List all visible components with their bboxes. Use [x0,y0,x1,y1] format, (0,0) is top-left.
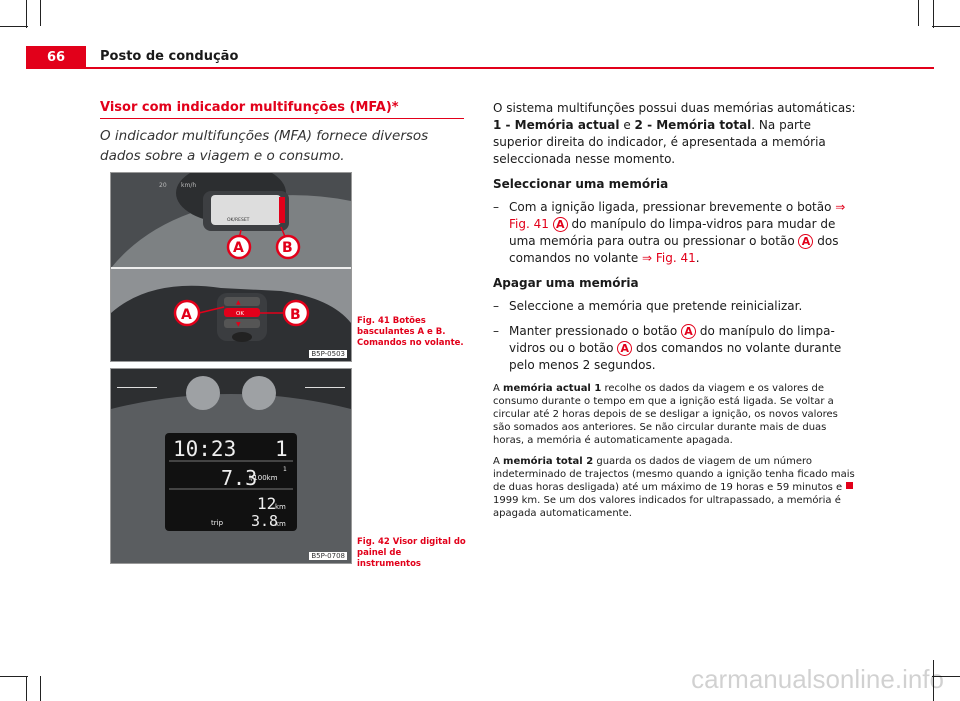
callout-a2-letter: A [181,307,192,323]
trip-value: 3.8 [251,512,279,530]
total-memory-term: memória total 2 [503,456,594,467]
crop-mark [40,676,41,701]
trip-unit: km [275,520,286,528]
header-rule [26,67,934,69]
crop-mark [0,26,28,27]
steering-controls-illustration [111,173,351,361]
ok-reset-label: OK/RESET [227,218,250,223]
dash-bullet: – [493,200,499,214]
svg-text:km/h: km/h [181,182,197,189]
consumption-marker: 1 [283,466,287,473]
crop-mark [40,0,41,26]
memory-2-term: 2 - Memória total [634,118,752,132]
dash-bullet: – [493,324,499,338]
callout-b2-letter: B [290,307,301,323]
consumption-unit: l/100km [249,474,278,482]
section-rule [100,118,464,119]
crop-mark [933,0,934,28]
step-choose-memory [493,298,858,315]
distance-unit: km [275,503,286,511]
text-run: . [695,251,700,265]
figure-42-caption: Fig. 42 Visor digital do painel de instrumentos [357,537,466,569]
dash-bullet: – [493,299,499,313]
page-number: 66 [26,46,86,68]
crop-mark [26,0,27,28]
figure-reference: B5P-0708 [311,552,345,560]
consumption-value: 7.3 [221,466,258,490]
memory-1-term: 1 - Memória actual [493,118,620,132]
step-text: Seleccione a memória que pretende reinicializar. [509,299,803,313]
text-run: e [619,118,635,132]
step-text [509,199,858,267]
instrument-display-illustration [111,369,351,563]
step-select-memory [493,199,858,267]
figure-41 [110,172,352,362]
distance-value: 12 [257,494,277,513]
paragraph-memories [493,100,858,168]
svg-text:20: 20 [159,182,167,189]
crop-mark [26,676,27,701]
chapter-title: Posto de condução [100,49,239,64]
button-a-symbol: A [553,217,568,232]
text-run: do manípulo do limpa-vidros ou o botão [509,324,835,355]
note-total-memory [493,455,858,520]
text-run: guarda os dados de viagem de um número indeterminado de trajectos (mesmo quando a ignição tenha ficado mais de duas horas desligada) até um máximo de 19 horas e 59 minutos e 1999 km. Se um dos valores indicados for ultrapassado, a memória é apagada automaticamente. [493,456,855,519]
ok-button-label: OK [236,311,244,317]
figure-42 [110,368,352,564]
button-a-symbol: A [798,234,813,249]
trip-label: trip [211,519,224,527]
note-current-memory [493,382,858,447]
text-run: dos comandos no volante [509,234,839,265]
callout-a-letter: A [233,240,244,256]
fig-41-link[interactable]: ⇒ Fig. 41 [642,251,696,265]
svg-text:▲: ▲ [236,299,241,306]
figure-41-caption: Fig. 41 Botões basculantes A e B. Comandos no volante. [357,316,464,348]
section-intro: O indicador multifunções (MFA) fornece diversos dados sobre a viagem e o consumo. [100,128,429,164]
clock-readout: 10:23 [173,437,237,461]
text-run: recolhe os dados da viagem e os valores de consumo durante o tempo em que a ignição está ligada. Se voltar a circular até 2 horas depois de se desligar a ignição, os novos valores são somados aos anteriores. Se não circular durante mais de duas horas, a memória é automaticamente apagada. [493,383,838,446]
text-run: O sistema multifunções possui duas memórias automáticas: [493,101,856,115]
text-run: dos comandos no volante durante pelo menos 2 segundos. [509,341,842,372]
text-run: A [493,383,504,394]
crop-mark [918,0,919,26]
crop-mark [0,676,28,677]
end-of-section-marker [846,482,853,489]
subheading-clear-memory: Apagar uma memória [493,276,639,290]
callout-b-letter: B [282,240,293,256]
step-text [509,323,858,374]
figure-reference: B5P-0503 [311,350,345,358]
memory-indicator: 1 [275,437,288,461]
button-a-symbol: A [617,341,632,356]
step-hold-button [493,323,858,374]
text-run: . Na parte superior direita do indicador, é apresentada a memória seleccionada nesse momento. [493,118,826,166]
button-a-symbol: A [681,324,696,339]
watermark: carmanualsonline.info [691,664,944,694]
section-title: Visor com indicador multifunções (MFA)* [100,100,399,115]
text-run: Manter pressionado o botão [509,324,682,338]
current-memory-term: memória actual 1 [503,383,602,394]
text-run: A [493,456,504,467]
text-run: do manípulo do limpa-vidros para mudar de uma memória para outra ou pressionar o botão [509,217,836,248]
crop-mark [932,26,960,27]
body-text-column [493,100,858,528]
text-run: Com a ignição ligada, pressionar brevemente o botão [509,200,836,214]
fig-41-link[interactable]: ⇒ Fig. 41 [509,200,846,231]
svg-text:▼: ▼ [236,321,241,328]
subheading-select-memory: Seleccionar uma memória [493,177,669,191]
